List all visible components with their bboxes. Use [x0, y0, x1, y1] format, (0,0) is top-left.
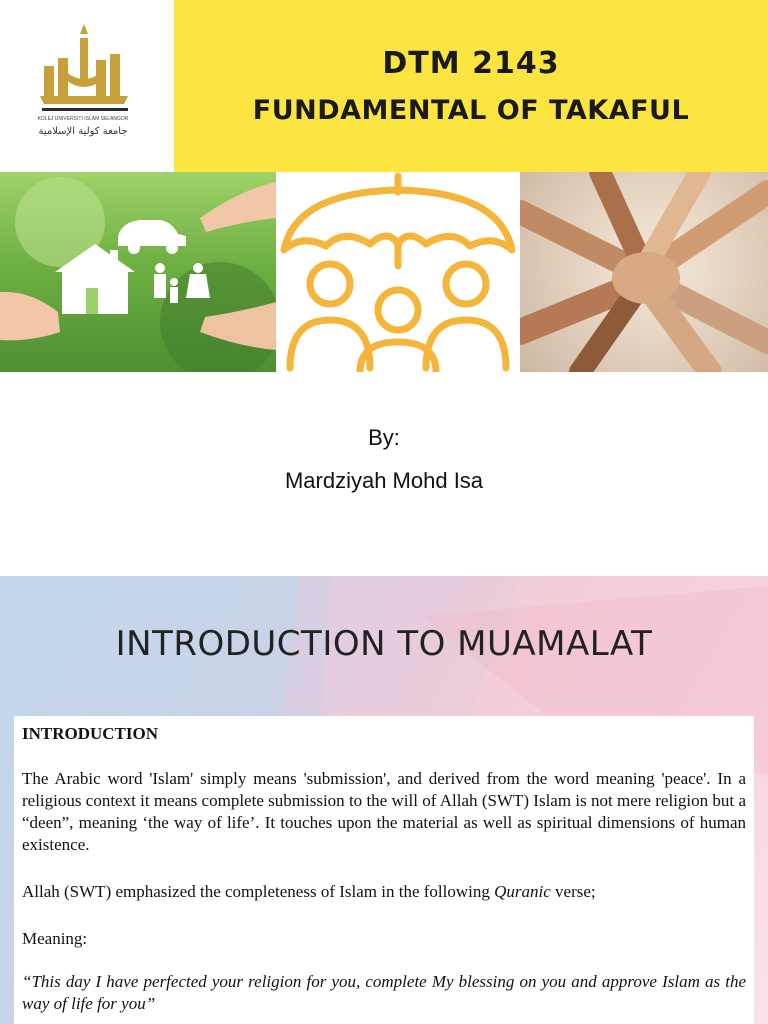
author-name: Mardziyah Mohd Isa [284, 468, 484, 493]
image-strip [0, 172, 768, 372]
institution-arabic-text: جامعة كولية الإسلامية [38, 126, 128, 137]
kuis-logo [0, 0, 174, 172]
logo-area [0, 0, 174, 172]
umbrella-people-icon [276, 172, 520, 372]
paragraph-islam-meaning: The Arabic word 'Islam' simply means 'submission', and derived from the word meaning 'peace'. In a religious context it means complete submission to the will of Allah (SWT) Islam is not mere religion but a “deen”, meaning ‘the way of life’. It touches upon the material as well as spiritual dimensions of human existence. [22, 769, 746, 854]
header-band [174, 0, 768, 172]
slide-title: INTRODUCTION TO MUAMALAT [115, 624, 653, 664]
family-house-car-image [0, 172, 276, 372]
paragraph-completeness [22, 881, 746, 903]
paragraph-text: Allah (SWT) emphasized the completeness of Islam in the following [22, 882, 495, 901]
stacked-hands-image [520, 172, 768, 372]
course-code: DTM 2143 [382, 46, 560, 81]
muamalat-intro-slide [0, 576, 768, 1024]
section-heading: INTRODUCTION [22, 724, 159, 743]
introduction-text-card [14, 716, 754, 1024]
quranic-verse-quote: “This day I have perfected your religion for you, complete My blessing on you and approve Islam as the way of life for you” [22, 972, 746, 1013]
institution-text: KOLEJ UNIVERSITI ISLAM SELANGOR [37, 116, 129, 122]
course-title: FUNDAMENTAL OF TAKAFUL [252, 95, 690, 126]
paragraph-text-end: verse; [550, 882, 596, 901]
byline-label: By: [368, 425, 400, 450]
meaning-label: Meaning: [22, 929, 88, 948]
quranic-word: Quranic [494, 882, 551, 901]
